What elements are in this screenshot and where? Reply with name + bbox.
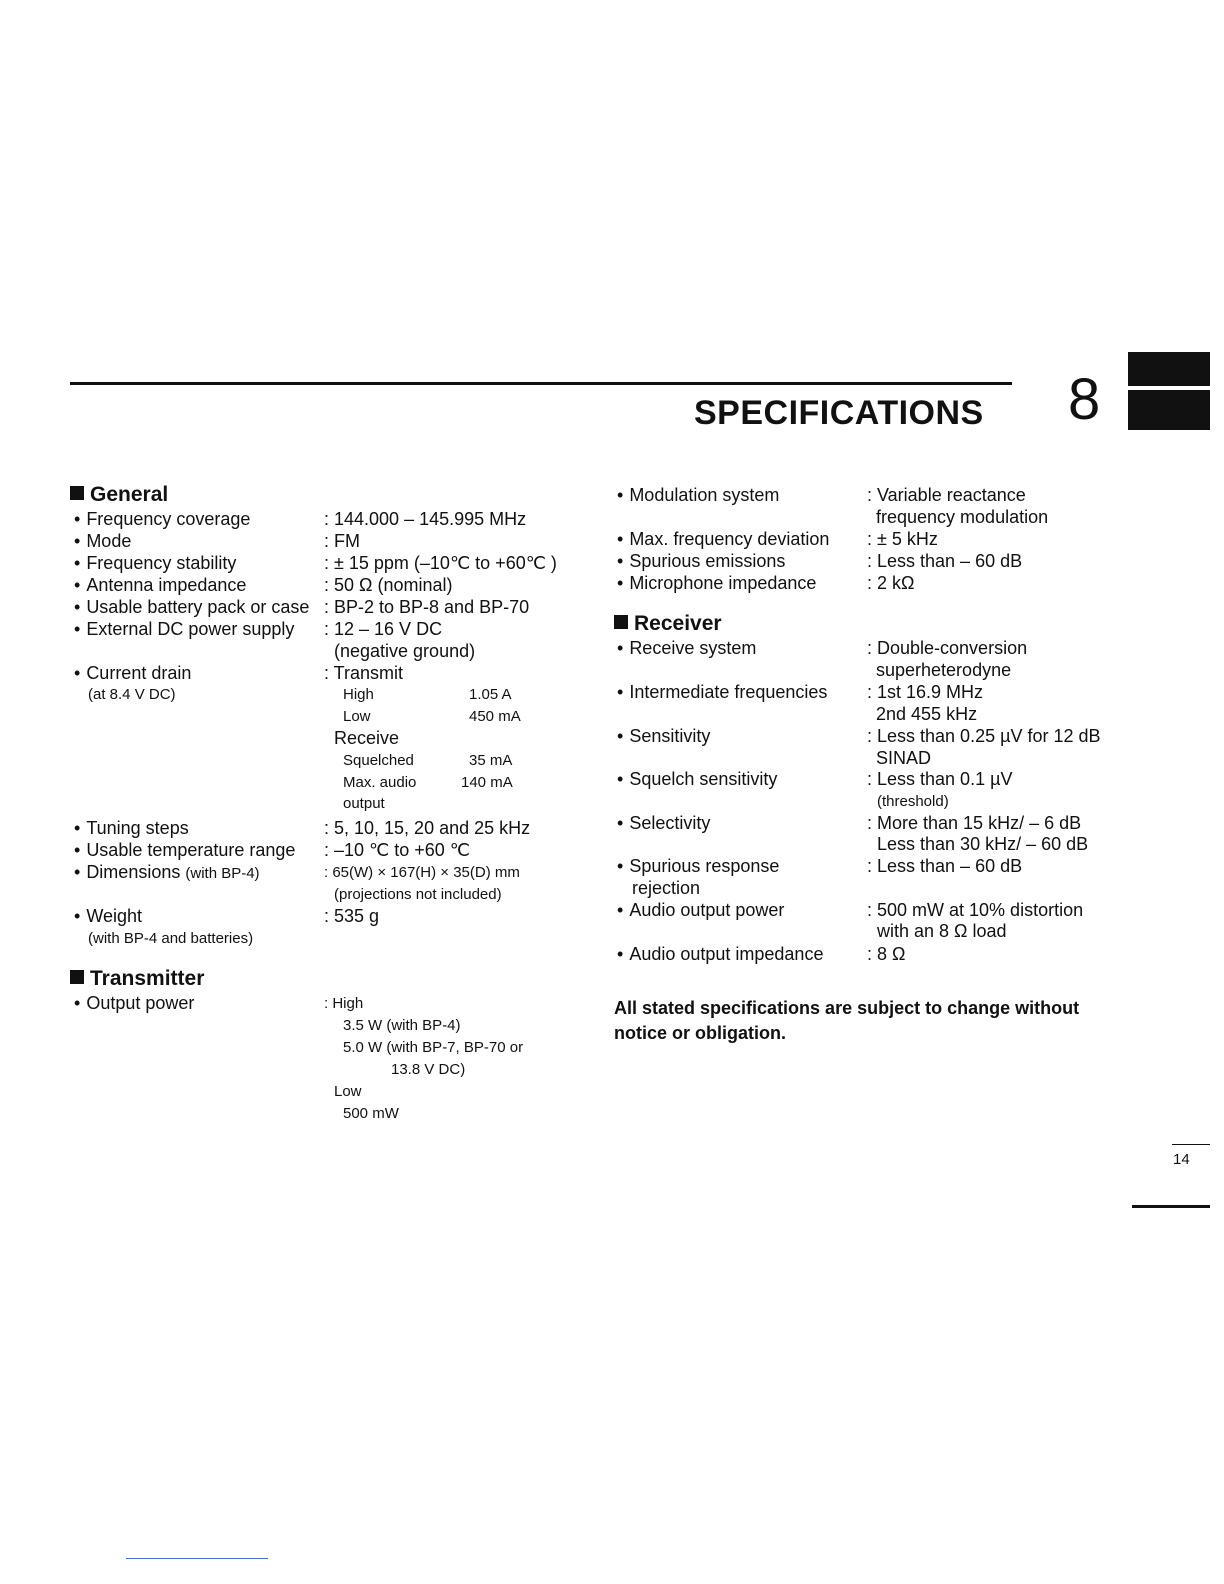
page-number-rule <box>1172 1144 1210 1145</box>
section-heading: Transmitter <box>90 967 205 990</box>
power-line: 5.0 W (with BP-7, BP-70 or <box>343 1039 524 1056</box>
bottom-link-underline <box>126 1558 268 1559</box>
power-line: : High <box>324 995 364 1012</box>
spec-value-cont: (projections not included) <box>334 886 502 903</box>
spec-label: • Output power <box>74 992 194 1014</box>
spec-value: : BP-2 to BP-8 and BP-70 <box>324 597 530 617</box>
spec-label: • Weight <box>74 905 142 927</box>
spec-label: • Intermediate frequencies <box>617 681 827 703</box>
spec-label: • Current drain <box>74 662 191 684</box>
chapter-number: 8 <box>1068 367 1101 432</box>
spec-label: • Tuning steps <box>74 817 189 839</box>
spec-label-text: Dimensions <box>86 862 181 882</box>
section-transmitter <box>70 967 204 991</box>
spec-value: : ± 15 ppm (–10℃ to +60℃ ) <box>324 553 557 573</box>
spec-value: : 12 – 16 V DC <box>324 619 443 639</box>
section-general <box>70 483 168 507</box>
spec-value-cont: with an 8 Ω load <box>877 921 1007 941</box>
spec-value-cont: (negative ground) <box>334 641 476 661</box>
spec-label <box>74 861 260 885</box>
drain-label-cont: output <box>343 795 385 812</box>
change-notice: All stated specifications are subject to change without notice or obligation. <box>614 998 1080 1043</box>
spec-value: : 1st 16.9 MHz <box>867 682 984 702</box>
spec-label: • Mode <box>74 530 131 552</box>
spec-label: • Receive system <box>617 637 756 659</box>
spec-label: • Usable temperature range <box>74 839 295 861</box>
spec-value-cont: superheterodyne <box>876 660 1012 680</box>
drain-value: 450 mA <box>469 708 521 725</box>
spec-label: • Selectivity <box>617 812 710 834</box>
spec-label: • Squelch sensitivity <box>617 768 777 790</box>
spec-value: : 50 Ω (nominal) <box>324 575 453 595</box>
spec-value: : Less than 0.1 µV <box>867 769 1013 789</box>
spec-value-cont: frequency modulation <box>876 507 1049 527</box>
page-number: 14 <box>1173 1151 1190 1168</box>
spec-value-cont: Less than 30 kHz/ – 60 dB <box>877 834 1089 854</box>
section-receiver <box>614 612 722 636</box>
power-line: 500 mW <box>343 1105 399 1122</box>
power-line: 3.5 W (with BP-4) <box>343 1017 461 1034</box>
square-bullet-icon <box>70 970 84 984</box>
page-title: SPECIFICATIONS <box>694 394 984 432</box>
spec-value: : Transmit <box>324 663 404 683</box>
spec-label: • Audio output impedance <box>617 943 823 965</box>
section-heading: General <box>90 483 169 506</box>
spec-value: : 144.000 – 145.995 MHz <box>324 509 527 529</box>
spec-value-cont: SINAD <box>876 748 932 768</box>
footer-rule <box>1132 1205 1210 1208</box>
spec-value: : –10 ℃ to +60 ℃ <box>324 840 471 860</box>
drain-label: Squelched <box>343 752 414 769</box>
spec-value: : Less than – 60 dB <box>867 856 1023 876</box>
spec-label-note: (with BP-4 and batteries) <box>88 930 254 947</box>
chapter-tab <box>1128 352 1210 430</box>
spec-value: : FM <box>324 531 360 551</box>
spec-label: • Usable battery pack or case <box>74 596 309 618</box>
spec-value: : 65(W) × 167(H) × 35(D) mm <box>324 864 520 881</box>
spec-value: : 535 g <box>324 906 380 926</box>
spec-label-note: (with BP-4) <box>185 865 260 882</box>
spec-value-cont: (threshold) <box>877 793 949 810</box>
spec-label: • Frequency stability <box>74 552 236 574</box>
spec-label: • Microphone impedance <box>617 572 816 594</box>
header-rule <box>70 382 1012 385</box>
drain-value: 140 mA <box>461 774 513 791</box>
drain-value: 1.05 A <box>469 686 512 703</box>
drain-value: 35 mA <box>469 752 513 769</box>
spec-label: • Frequency coverage <box>74 508 250 530</box>
spec-label: • Sensitivity <box>617 725 710 747</box>
spec-value: : More than 15 kHz/ – 6 dB <box>867 813 1082 833</box>
spec-label: • Antenna impedance <box>74 574 246 596</box>
square-bullet-icon <box>70 486 84 500</box>
spec-value: : Less than 0.25 µV for 12 dB <box>867 726 1101 746</box>
spec-label-note: (at 8.4 V DC) <box>88 686 176 703</box>
spec-label: • Spurious emissions <box>617 550 785 572</box>
power-line: Low <box>334 1083 362 1100</box>
spec-label: • External DC power supply <box>74 618 294 640</box>
power-line: 13.8 V DC) <box>391 1061 466 1078</box>
spec-label: • Spurious response <box>617 855 779 877</box>
spec-label: • Max. frequency deviation <box>617 528 829 550</box>
square-bullet-icon <box>614 615 628 629</box>
spec-value: : 2 kΩ <box>867 573 915 593</box>
drain-receive-label: Receive <box>334 728 400 748</box>
spec-value-cont: 2nd 455 kHz <box>876 704 978 724</box>
spec-value: : Double-conversion <box>867 638 1028 658</box>
spec-value: : 500 mW at 10% distortion <box>867 900 1084 920</box>
drain-label: Low <box>343 708 371 725</box>
spec-value: : Variable reactance <box>867 485 1026 505</box>
drain-label: Max. audio <box>343 774 417 791</box>
chapter-tab-divider <box>1128 386 1210 390</box>
spec-value: : ± 5 kHz <box>867 529 938 549</box>
section-heading: Receiver <box>634 612 722 635</box>
drain-label: High <box>343 686 374 703</box>
spec-value: : 8 Ω <box>867 944 906 964</box>
spec-label: • Modulation system <box>617 484 779 506</box>
spec-value: : 5, 10, 15, 20 and 25 kHz <box>324 818 531 838</box>
spec-label-cont: rejection <box>632 878 701 898</box>
spec-label: • Audio output power <box>617 899 784 921</box>
spec-value: : Less than – 60 dB <box>867 551 1023 571</box>
